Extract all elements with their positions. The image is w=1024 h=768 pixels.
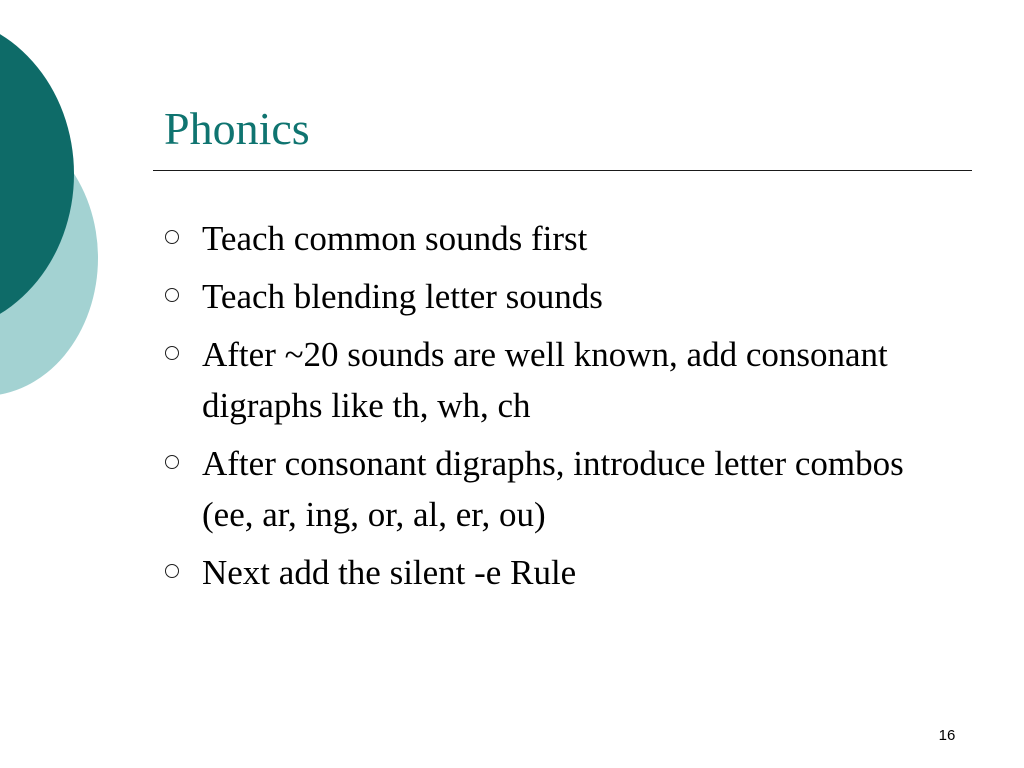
title-divider: [153, 170, 972, 171]
hollow-circle-icon: [165, 346, 179, 360]
bullet-list: [164, 213, 924, 605]
bullet-text: After ~20 sounds are well known, add consonant digraphs like th, wh, ch: [202, 335, 888, 425]
bullet-text: Teach common sounds first: [202, 219, 588, 258]
bullet-text: Next add the silent -e Rule: [202, 553, 577, 592]
bullet-item: [164, 438, 924, 540]
page-number: 16: [938, 727, 956, 744]
bullet-text: Teach blending letter sounds: [202, 277, 603, 316]
bullet-item: [164, 271, 924, 322]
bullet-text: After consonant digraphs, introduce letter combos (ee, ar, ing, or, al, er, ou): [202, 444, 904, 534]
hollow-circle-icon: [165, 564, 179, 578]
bullet-item: [164, 329, 924, 431]
hollow-circle-icon: [165, 455, 179, 469]
hollow-circle-icon: [165, 230, 179, 244]
bullet-item: [164, 547, 924, 598]
hollow-circle-icon: [165, 288, 179, 302]
slide-title: Phonics: [164, 103, 310, 154]
bullet-item: [164, 213, 924, 264]
